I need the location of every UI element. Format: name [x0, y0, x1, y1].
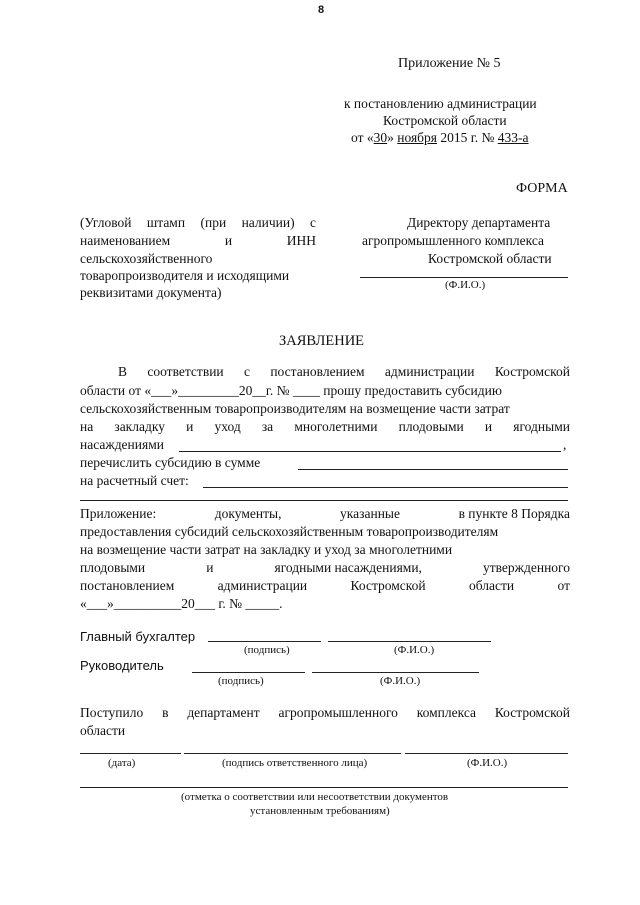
form-label: ФОРМА	[516, 181, 568, 196]
stamp-line-1: (Угловой штамп (при наличии) с	[80, 215, 316, 230]
date-mid: »	[387, 130, 398, 145]
appendix-line-2: Костромской области	[383, 113, 507, 128]
addressee-fio-caption: (Ф.И.О.)	[445, 279, 486, 291]
attachment-line-2: предоставления субсидий сельскохозяйственным товаропроизводителям	[80, 524, 499, 539]
attachment-line-1: Приложение: документы, указанные в пункте 8 Порядка	[80, 506, 570, 521]
appendix-title: Приложение № 5	[398, 56, 501, 71]
date-year: 2015 г. №	[437, 130, 498, 145]
attachment-line-3: на возмещение части затрат на закладку и уход за многолетними	[80, 542, 453, 557]
compliance-note-line[interactable]	[80, 787, 568, 788]
head-label: Руководитель	[80, 658, 164, 673]
date-number: 433-а	[497, 130, 529, 145]
attachment-line-4: плодовыми и ягодными насаждениями, утвержденного	[80, 560, 570, 575]
accountant-signature-line[interactable]	[208, 641, 321, 642]
addressee-line-3: Костромской области	[428, 251, 552, 266]
addressee-line-1: Директору департамента	[407, 215, 551, 230]
body-line-4: на закладку и уход за многолетними плодовыми и ягодными	[80, 419, 570, 434]
amount-fill-line[interactable]	[298, 469, 568, 470]
accountant-signature-caption: (подпись)	[244, 644, 290, 656]
addressee-fio-line	[360, 277, 568, 278]
head-signature-caption: (подпись)	[218, 675, 264, 687]
appendix-line-1: к постановлению администрации	[344, 96, 537, 111]
received-line-1: Поступило в департамент агропромышленного комплекса Костромской	[80, 705, 570, 720]
accountant-fio-line[interactable]	[328, 641, 491, 642]
head-fio-line[interactable]	[312, 672, 479, 673]
stamp-line-4: товаропроизводителя и исходящими	[80, 268, 290, 283]
received-fio-caption: (Ф.И.О.)	[467, 757, 508, 769]
compliance-note-line-1: (отметка о соответствии или несоответствии документов	[181, 791, 449, 803]
received-date-line[interactable]	[80, 753, 181, 754]
attachment-line-5: постановлением администрации Костромской области от	[80, 578, 570, 593]
body-line-1: В соответствии с постановлением администрации Костромской	[118, 364, 570, 379]
body-separator-line	[80, 500, 568, 501]
stamp-line-5: реквизитами документа)	[80, 285, 222, 300]
received-fio-line[interactable]	[405, 753, 568, 754]
compliance-note-line-2: установленным требованиям)	[250, 805, 390, 817]
body-line-6: перечислить субсидию в сумме	[80, 455, 261, 470]
body-line-5: насаждениями	[80, 437, 164, 452]
date-day: 30	[373, 130, 388, 145]
body-line-2: области от «___»_________20__г. № ____ прошу предоставить субсидию	[80, 383, 502, 398]
date-month: ноября	[397, 130, 437, 145]
chief-accountant-label: Главный бухгалтер	[80, 629, 196, 644]
received-signature-line[interactable]	[184, 753, 401, 754]
date-prefix: от «	[351, 130, 374, 145]
account-fill-line[interactable]	[203, 487, 568, 488]
page-number: 8	[318, 4, 325, 16]
received-line-2: области	[80, 723, 126, 738]
received-signature-caption: (подпись ответственного лица)	[222, 757, 368, 769]
received-date-caption: (дата)	[108, 757, 136, 769]
plantings-fill-line[interactable]	[179, 451, 561, 452]
body-line-7: на расчетный счет:	[80, 473, 189, 488]
appendix-date-line	[351, 130, 529, 146]
accountant-fio-caption: (Ф.И.О.)	[394, 644, 435, 656]
head-fio-caption: (Ф.И.О.)	[380, 675, 421, 687]
body-line-5-end: ,	[563, 437, 567, 452]
stamp-line-2: наименованием и ИНН	[80, 233, 316, 248]
document-heading: ЗАЯВЛЕНИЕ	[279, 333, 365, 349]
stamp-line-3: сельскохозяйственного	[80, 251, 213, 266]
addressee-line-2: агропромышленного комплекса	[362, 233, 544, 248]
attachment-line-6: «___»__________20___ г. № _____.	[80, 596, 283, 611]
head-signature-line[interactable]	[192, 672, 305, 673]
body-line-3: сельскохозяйственным товаропроизводителям на возмещение части затрат	[80, 401, 510, 416]
